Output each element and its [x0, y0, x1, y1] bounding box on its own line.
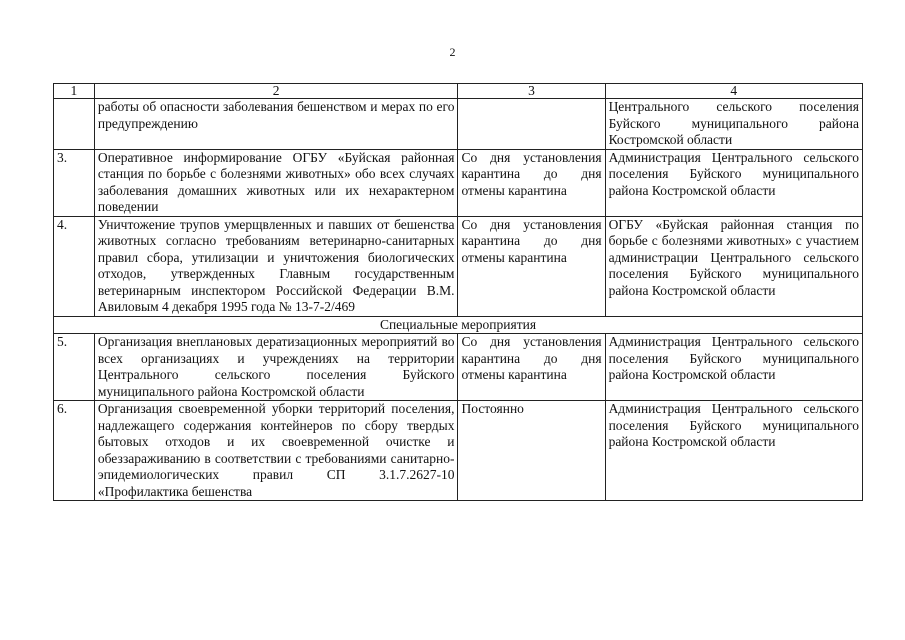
row-number: 5.	[54, 334, 95, 401]
table-row	[54, 149, 863, 216]
measure-term: Со дня установления карантина до дня отмены карантина	[458, 334, 605, 401]
measure-term: Постоянно	[458, 401, 605, 501]
measure-term: Со дня установления карантина до дня отмены карантина	[458, 149, 605, 216]
section-row	[54, 316, 863, 334]
measure-term	[458, 99, 605, 150]
table-row	[54, 334, 863, 401]
measure-description: Организация внеплановых дератизационных мероприятий во всех организациях и учреждениях на территории Центрального сельского поселения Буйского муниципального района Костромской области	[94, 334, 458, 401]
measure-responsible: ОГБУ «Буйская районная станция по борьбе с болезнями животных» с участием администрации Центрального сельского поселения Буйского муниципального района Костромской области	[605, 216, 862, 316]
measure-description: Организация своевременной уборки территорий поселения, надлежащего содержания контейнеров по сбору твердых бытовых отходов и их своевременной очистке и обеззараживанию в соответствии с требованиями санитарно-эпидемиологических правил СП 3.1.7.2627-10 «Профилактика бешенства	[94, 401, 458, 501]
measure-description: работы об опасности заболевания бешенством и мерах по его предупреждению	[94, 99, 458, 150]
column-header: 2	[94, 84, 458, 99]
measure-description: Уничтожение трупов умерщвленных и павших от бешенства животных согласно требованиям ветеринарно-санитарных правил сбора, утилизации и уничтожения биологических отходов, утвержденных Главным государственным ветеринарным инспектором Российской Федерации В.М. Авиловым 4 декабря 1995 года № 13-7-2/469	[94, 216, 458, 316]
row-number: 3.	[54, 149, 95, 216]
measure-responsible: Администрация Центрального сельского поселения Буйского муниципального района Костромской области	[605, 401, 862, 501]
row-number	[54, 99, 95, 150]
measures-table	[53, 83, 863, 501]
column-header: 4	[605, 84, 862, 99]
measure-term: Со дня установления карантина до дня отмены карантина	[458, 216, 605, 316]
page-number: 2	[449, 45, 456, 59]
measure-responsible: Центрального сельского поселения Буйского муниципального района Костромской области	[605, 99, 862, 150]
column-header: 3	[458, 84, 605, 99]
header-row	[54, 84, 863, 99]
row-number: 4.	[54, 216, 95, 316]
row-number: 6.	[54, 401, 95, 501]
table-row	[54, 401, 863, 501]
table-row	[54, 216, 863, 316]
table-row	[54, 99, 863, 150]
measure-description: Оперативное информирование ОГБУ «Буйская районная станция по борьбе с болезнями животных» обо всех случаях заболевания домашних животных или их нехарактерном поведении	[94, 149, 458, 216]
section-title: Специальные мероприятия	[54, 316, 863, 334]
measure-responsible: Администрация Центрального сельского поселения Буйского муниципального района Костромской области	[605, 149, 862, 216]
column-header: 1	[54, 84, 95, 99]
measure-responsible: Администрация Центрального сельского поселения Буйского муниципального района Костромской области	[605, 334, 862, 401]
